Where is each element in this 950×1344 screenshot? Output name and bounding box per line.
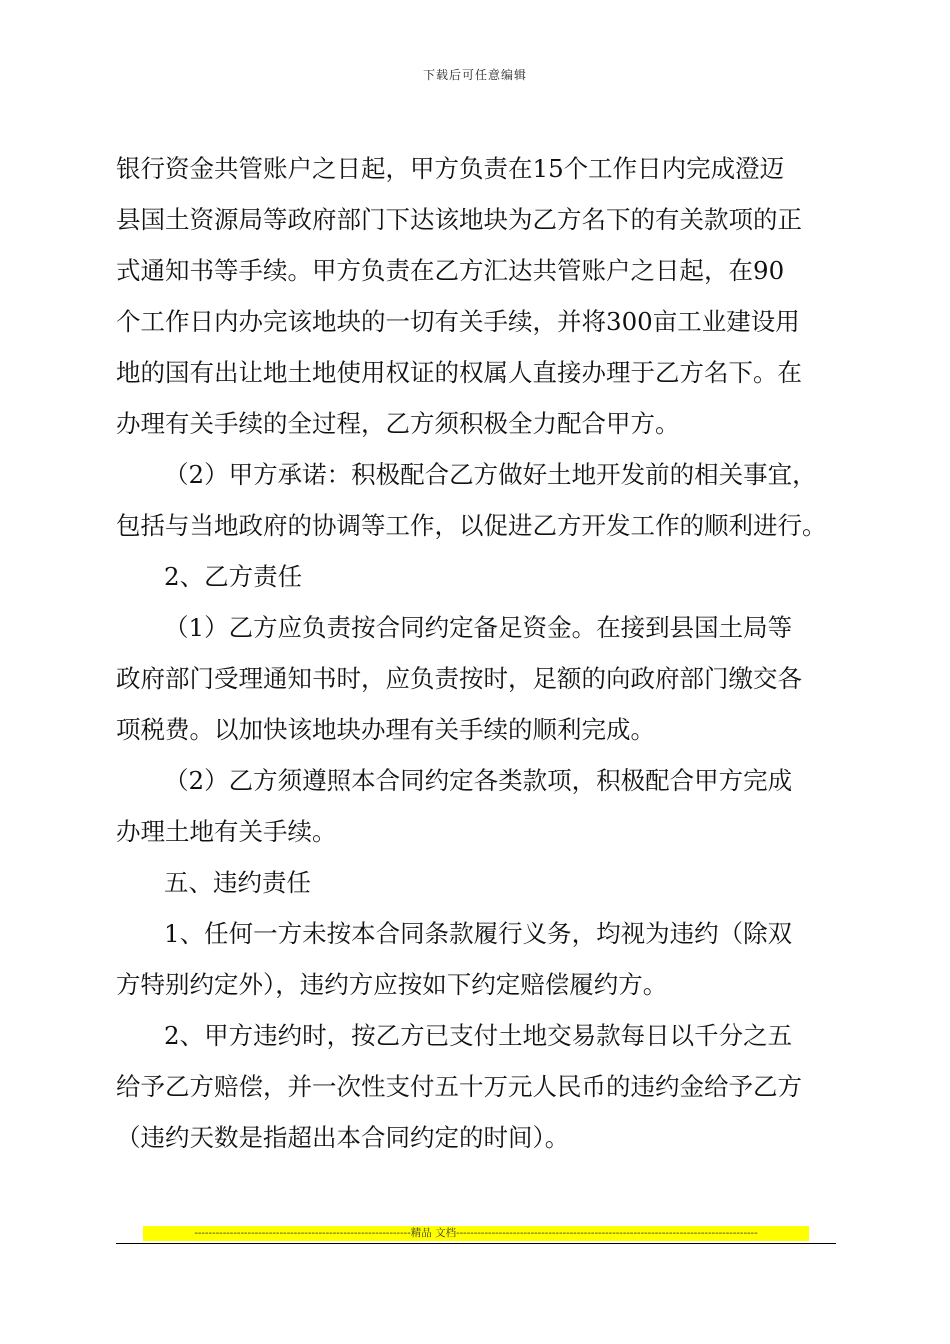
- text-line: （1）乙方应负责按合同约定备足资金。在接到县国土局等: [164, 613, 793, 642]
- text-line: 包括与当地政府的协调等工作，以促进乙方开发工作的顺利进行。: [116, 511, 827, 540]
- footer-highlight-band: -------------------------------------------------------------精品 文档-------------------------------------------------------------------------------------: [143, 1226, 809, 1241]
- page-header-note: 下载后可任意编辑: [422, 68, 527, 82]
- footer-divider: [116, 1243, 836, 1244]
- text-line: （2）甲方承诺：积极配合乙方做好土地开发前的相关事宜，: [164, 460, 817, 489]
- text-line: 地的国有出让地土地使用权证的权属人直接办理于乙方名下。在: [116, 358, 802, 387]
- text-line: 方特别约定外），违约方应按如下约定赔偿履约方。: [116, 970, 668, 999]
- section-heading: 2、乙方责任: [164, 562, 303, 591]
- text-line: 2、甲方违约时，按乙方已支付土地交易款每日以千分之五: [164, 1021, 793, 1050]
- text-line: 县国土资源局等政府部门下达该地块为乙方名下的有关款项的正: [116, 205, 802, 234]
- section-heading: 五、违约责任: [164, 868, 311, 897]
- text-line: 银行资金共管账户之日起，甲方负责在15个工作日内完成澄迈: [116, 154, 785, 183]
- text-line: 个工作日内办完该地块的一切有关手续，并将300亩工业建设用: [116, 307, 800, 336]
- text-line: 项税费。以加快该地块办理有关手续的顺利完成。: [116, 715, 655, 744]
- text-line: 办理土地有关手续。: [116, 817, 337, 846]
- text-line: 1、任何一方未按本合同条款履行义务，均视为违约（除双: [164, 919, 793, 948]
- text-line: 办理有关手续的全过程，乙方须积极全力配合甲方。: [116, 409, 680, 438]
- text-line: 政府部门受理通知书时，应负责按时，足额的向政府部门缴交各: [116, 664, 802, 693]
- text-line: （违约天数是指超出本合同约定的时间）。: [116, 1123, 570, 1152]
- document-body: [116, 150, 836, 1170]
- text-line: 给予乙方赔偿，并一次性支付五十万元人民币的违约金给予乙方: [116, 1072, 802, 1101]
- text-line: 式通知书等手续。甲方负责在乙方汇达共管账户之日起，在90: [116, 256, 785, 285]
- text-line: （2）乙方须遵照本合同约定各类款项，积极配合甲方完成: [164, 766, 793, 795]
